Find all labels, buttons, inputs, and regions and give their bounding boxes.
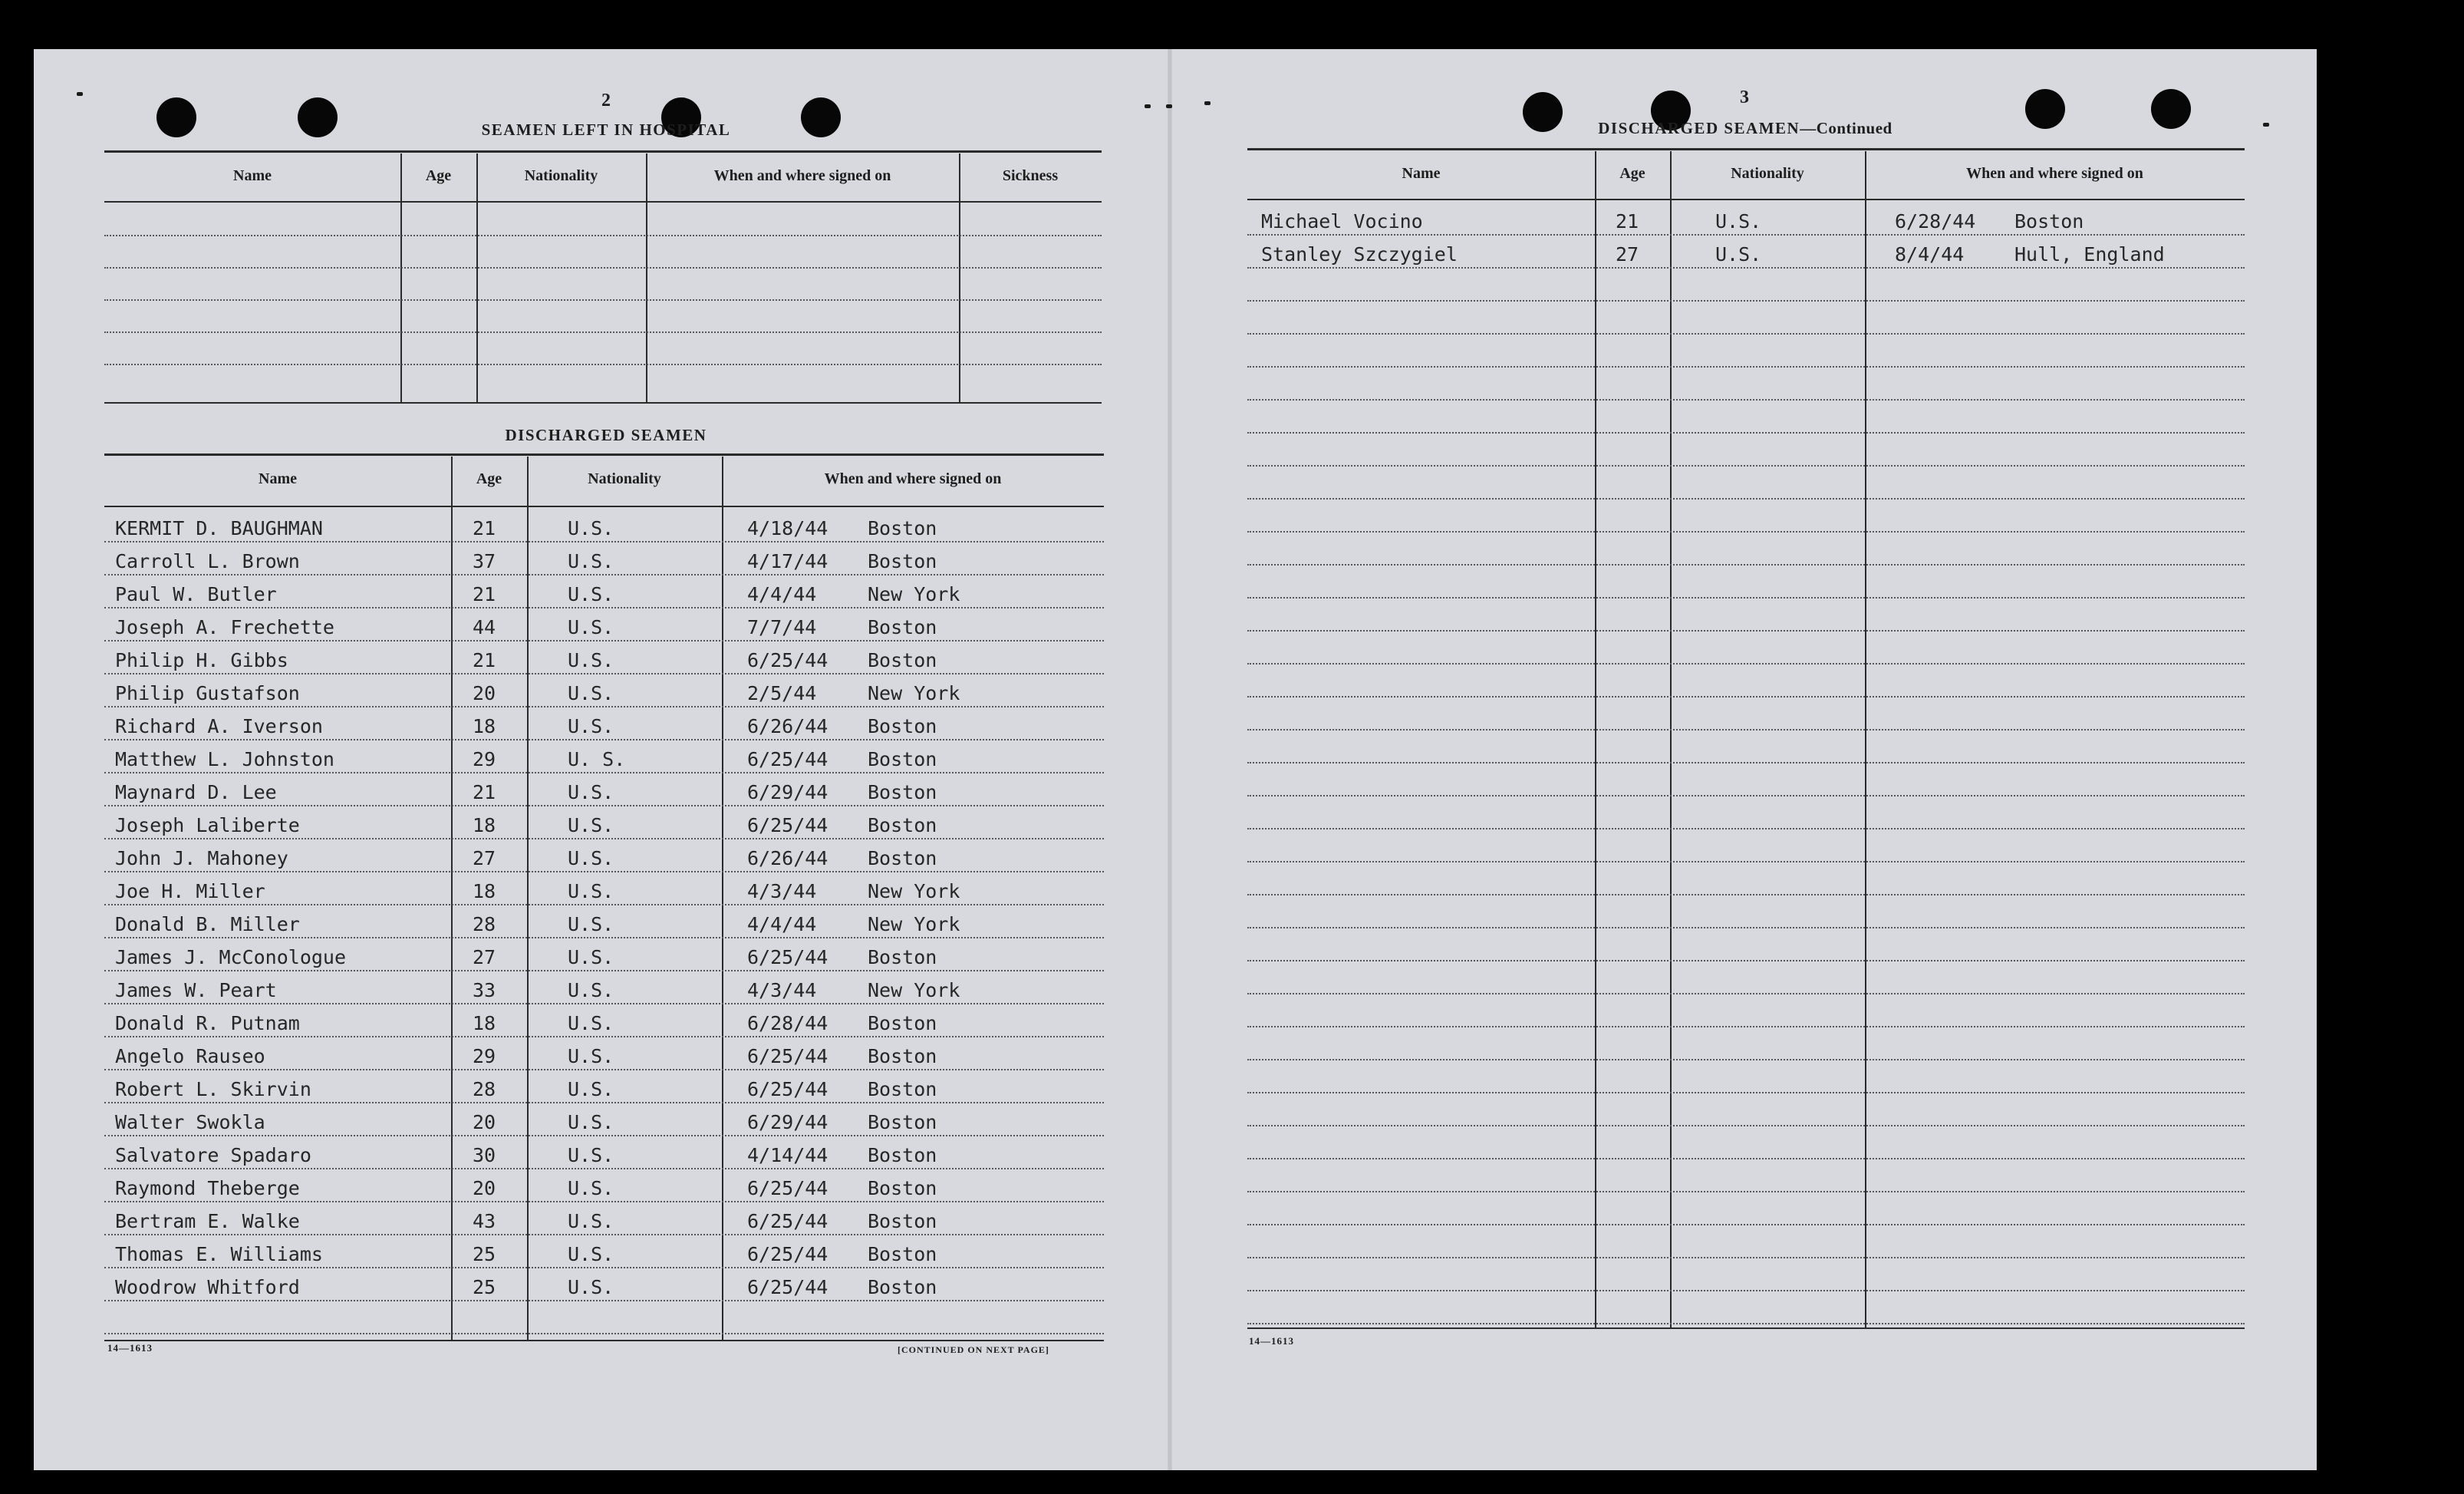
place-cell: Hull, England — [2014, 243, 2165, 265]
name-cell: Matthew L. Johnston — [115, 748, 334, 770]
table-row — [104, 1268, 1104, 1300]
date-cell: 6/26/44 — [747, 847, 828, 869]
age-cell: 18 — [473, 1012, 496, 1034]
nationality-cell: U.S. — [568, 1111, 614, 1133]
place-cell: New York — [868, 682, 960, 704]
discharged-title-text: DISCHARGED SEAMEN — [1598, 119, 1800, 137]
table-row — [104, 905, 1104, 937]
name-cell: Raymond Theberge — [115, 1177, 300, 1199]
age-cell: 25 — [473, 1243, 496, 1265]
place-cell: Boston — [2014, 210, 2084, 233]
place-cell: Boston — [868, 715, 937, 737]
date-cell: 6/25/44 — [747, 748, 828, 770]
column-header-signed-on: When and where signed on — [713, 167, 891, 184]
discharged-continued-title — [1504, 119, 1987, 138]
ink-speck — [1204, 101, 1211, 105]
date-cell: 4/3/44 — [747, 979, 817, 1001]
age-cell: 18 — [473, 880, 496, 902]
column-header-name: Name — [233, 167, 272, 184]
column-header-sickness: Sickness — [1002, 167, 1059, 184]
nationality-cell: U.S. — [568, 814, 614, 836]
place-cell: Boston — [868, 1210, 937, 1232]
page-number: 2 — [601, 91, 611, 110]
place-cell: New York — [868, 880, 960, 902]
continued-suffix: —Continued — [1800, 119, 1892, 137]
age-cell: 43 — [473, 1210, 496, 1232]
age-cell: 33 — [473, 979, 496, 1001]
table-row — [104, 1136, 1104, 1168]
age-cell: 37 — [473, 550, 496, 572]
column-header-age: Age — [1619, 165, 1645, 182]
age-cell: 21 — [1616, 210, 1639, 233]
form-code: 14—1613 — [1249, 1335, 1294, 1347]
nationality-cell: U.S. — [568, 649, 614, 671]
age-cell: 20 — [473, 682, 496, 704]
date-cell: 6/25/44 — [747, 1276, 828, 1298]
column-header-nationality: Nationality — [524, 167, 598, 184]
table-row — [104, 1037, 1104, 1069]
column-header-name: Name — [259, 470, 297, 487]
date-cell: 6/25/44 — [747, 946, 828, 968]
place-cell: Boston — [868, 748, 937, 770]
place-cell: Boston — [868, 550, 937, 572]
place-cell: New York — [868, 583, 960, 605]
date-cell: 6/25/44 — [747, 1210, 828, 1232]
place-cell: Boston — [868, 946, 937, 968]
binder-hole — [298, 97, 338, 137]
continued-note: [CONTINUED ON NEXT PAGE] — [898, 1344, 1049, 1355]
place-cell: Boston — [868, 1276, 937, 1298]
table-row — [104, 1070, 1104, 1102]
date-cell: 6/29/44 — [747, 781, 828, 803]
age-cell: 21 — [473, 517, 496, 539]
table-row — [104, 641, 1104, 673]
column-header-nationality: Nationality — [588, 470, 661, 487]
table-row — [104, 674, 1104, 706]
nationality-cell: U.S. — [568, 517, 614, 539]
form-code: 14—1613 — [107, 1342, 153, 1354]
nationality-cell: U.S. — [568, 946, 614, 968]
table-row — [104, 806, 1104, 838]
place-cell: Boston — [868, 649, 937, 671]
column-header-signed-on: When and where signed on — [1966, 165, 2143, 182]
name-cell: Michael Vocino — [1261, 210, 1423, 233]
name-cell: Maynard D. Lee — [115, 781, 277, 803]
table-row — [1247, 202, 2245, 234]
nationality-cell: U.S. — [568, 682, 614, 704]
name-cell: Stanley Szczygiel — [1261, 243, 1458, 265]
nationality-cell: U.S. — [568, 913, 614, 935]
ink-speck — [1166, 104, 1172, 108]
table-row — [104, 707, 1104, 739]
nationality-cell: U.S. — [568, 1243, 614, 1265]
name-cell: Donald B. Miller — [115, 913, 300, 935]
nationality-cell: U.S. — [568, 616, 614, 638]
date-cell: 4/17/44 — [747, 550, 828, 572]
column-header-name: Name — [1402, 165, 1441, 182]
age-cell: 21 — [473, 781, 496, 803]
age-cell: 21 — [473, 649, 496, 671]
nationality-cell: U.S. — [568, 1012, 614, 1034]
column-header-nationality: Nationality — [1731, 165, 1804, 182]
table-row — [104, 938, 1104, 970]
table-row — [104, 1103, 1104, 1135]
name-cell: KERMIT D. BAUGHMAN — [115, 517, 323, 539]
date-cell: 6/25/44 — [747, 1243, 828, 1265]
table-row — [104, 773, 1104, 805]
date-cell: 8/4/44 — [1895, 243, 1965, 265]
name-cell: Woodrow Whitford — [115, 1276, 300, 1298]
nationality-cell: U.S. — [568, 1045, 614, 1067]
name-cell: Carroll L. Brown — [115, 550, 300, 572]
ink-speck — [2263, 123, 2269, 127]
age-cell: 20 — [473, 1177, 496, 1199]
age-cell: 29 — [473, 748, 496, 770]
age-cell: 27 — [473, 946, 496, 968]
place-cell: Boston — [868, 616, 937, 638]
date-cell: 4/3/44 — [747, 880, 817, 902]
table-row — [104, 971, 1104, 1003]
age-cell: 28 — [473, 913, 496, 935]
nationality-cell: U.S. — [568, 550, 614, 572]
binder-hole — [156, 97, 196, 137]
hospital-table — [104, 150, 1102, 408]
name-cell: Donald R. Putnam — [115, 1012, 300, 1034]
nationality-cell: U.S. — [568, 1144, 614, 1166]
nationality-cell: U.S. — [568, 715, 614, 737]
table-row — [104, 1202, 1104, 1234]
place-cell: Boston — [868, 1144, 937, 1166]
name-cell: Robert L. Skirvin — [115, 1078, 311, 1100]
age-cell: 27 — [1616, 243, 1639, 265]
table-row — [104, 608, 1104, 640]
table-row — [1247, 235, 2245, 267]
date-cell: 6/26/44 — [747, 715, 828, 737]
nationality-cell: U.S. — [568, 1276, 614, 1298]
date-cell: 6/25/44 — [747, 814, 828, 836]
name-cell: Joe H. Miller — [115, 880, 265, 902]
name-cell: Thomas E. Williams — [115, 1243, 323, 1265]
center-fold — [1168, 49, 1172, 1470]
age-cell: 20 — [473, 1111, 496, 1133]
nationality-cell: U.S. — [1715, 243, 1762, 265]
date-cell: 6/25/44 — [747, 1177, 828, 1199]
place-cell: Boston — [868, 781, 937, 803]
nationality-cell: U.S. — [568, 880, 614, 902]
place-cell: Boston — [868, 847, 937, 869]
name-cell: Salvatore Spadaro — [115, 1144, 311, 1166]
date-cell: 6/25/44 — [747, 1078, 828, 1100]
column-header-age: Age — [476, 470, 502, 487]
place-cell: Boston — [868, 1177, 937, 1199]
place-cell: Boston — [868, 1111, 937, 1133]
table-row — [104, 1004, 1104, 1036]
table-row — [104, 1235, 1104, 1267]
nationality-cell: U.S. — [568, 979, 614, 1001]
date-cell: 4/18/44 — [747, 517, 828, 539]
date-cell: 6/25/44 — [747, 1045, 828, 1067]
age-cell: 27 — [473, 847, 496, 869]
column-header-age: Age — [425, 167, 452, 184]
name-cell: Paul W. Butler — [115, 583, 277, 605]
ink-speck — [1145, 104, 1151, 108]
name-cell: James W. Peart — [115, 979, 277, 1001]
page-number: 3 — [1740, 87, 1749, 107]
binder-hole — [2025, 89, 2065, 129]
name-cell: Joseph A. Frechette — [115, 616, 334, 638]
date-cell: 6/29/44 — [747, 1111, 828, 1133]
place-cell: New York — [868, 913, 960, 935]
discharged-table — [104, 453, 1104, 1344]
table-row — [104, 839, 1104, 871]
nationality-cell: U. S. — [568, 748, 626, 770]
age-cell: 25 — [473, 1276, 496, 1298]
place-cell: Boston — [868, 1045, 937, 1067]
date-cell: 6/28/44 — [1895, 210, 1976, 233]
table-row — [104, 872, 1104, 904]
place-cell: Boston — [868, 1243, 937, 1265]
age-cell: 30 — [473, 1144, 496, 1166]
discharged-section-title: DISCHARGED SEAMEN — [505, 426, 707, 444]
date-cell: 6/28/44 — [747, 1012, 828, 1034]
nationality-cell: U.S. — [568, 847, 614, 869]
nationality-cell: U.S. — [568, 1210, 614, 1232]
place-cell: Boston — [868, 1012, 937, 1034]
date-cell: 4/4/44 — [747, 583, 817, 605]
nationality-cell: U.S. — [568, 781, 614, 803]
place-cell: Boston — [868, 1078, 937, 1100]
date-cell: 7/7/44 — [747, 616, 817, 638]
table-row — [104, 542, 1104, 574]
name-cell: John J. Mahoney — [115, 847, 288, 869]
place-cell: Boston — [868, 814, 937, 836]
place-cell: New York — [868, 979, 960, 1001]
nationality-cell: U.S. — [568, 1177, 614, 1199]
place-cell: Boston — [868, 517, 937, 539]
name-cell: Richard A. Iverson — [115, 715, 323, 737]
date-cell: 2/5/44 — [747, 682, 817, 704]
name-cell: Philip Gustafson — [115, 682, 300, 704]
age-cell: 28 — [473, 1078, 496, 1100]
ink-speck — [77, 92, 83, 96]
age-cell: 18 — [473, 715, 496, 737]
date-cell: 6/25/44 — [747, 649, 828, 671]
name-cell: Joseph Laliberte — [115, 814, 300, 836]
binder-hole — [2151, 89, 2191, 129]
table-row — [104, 509, 1104, 541]
date-cell: 4/14/44 — [747, 1144, 828, 1166]
discharged-continued-table — [1247, 148, 2245, 1331]
age-cell: 29 — [473, 1045, 496, 1067]
name-cell: Philip H. Gibbs — [115, 649, 288, 671]
nationality-cell: U.S. — [568, 583, 614, 605]
date-cell: 4/4/44 — [747, 913, 817, 935]
age-cell: 18 — [473, 814, 496, 836]
table-row — [104, 575, 1104, 607]
age-cell: 44 — [473, 616, 496, 638]
age-cell: 21 — [473, 583, 496, 605]
name-cell: Angelo Rauseo — [115, 1045, 265, 1067]
name-cell: Walter Swokla — [115, 1111, 265, 1133]
column-header-signed-on: When and where signed on — [824, 470, 1002, 487]
table-row — [104, 1169, 1104, 1201]
nationality-cell: U.S. — [568, 1078, 614, 1100]
name-cell: James J. McConologue — [115, 946, 347, 968]
nationality-cell: U.S. — [1715, 210, 1762, 233]
hospital-section-title: SEAMEN LEFT IN HOSPITAL — [481, 120, 731, 139]
name-cell: Bertram E. Walke — [115, 1210, 300, 1232]
table-row — [104, 740, 1104, 772]
